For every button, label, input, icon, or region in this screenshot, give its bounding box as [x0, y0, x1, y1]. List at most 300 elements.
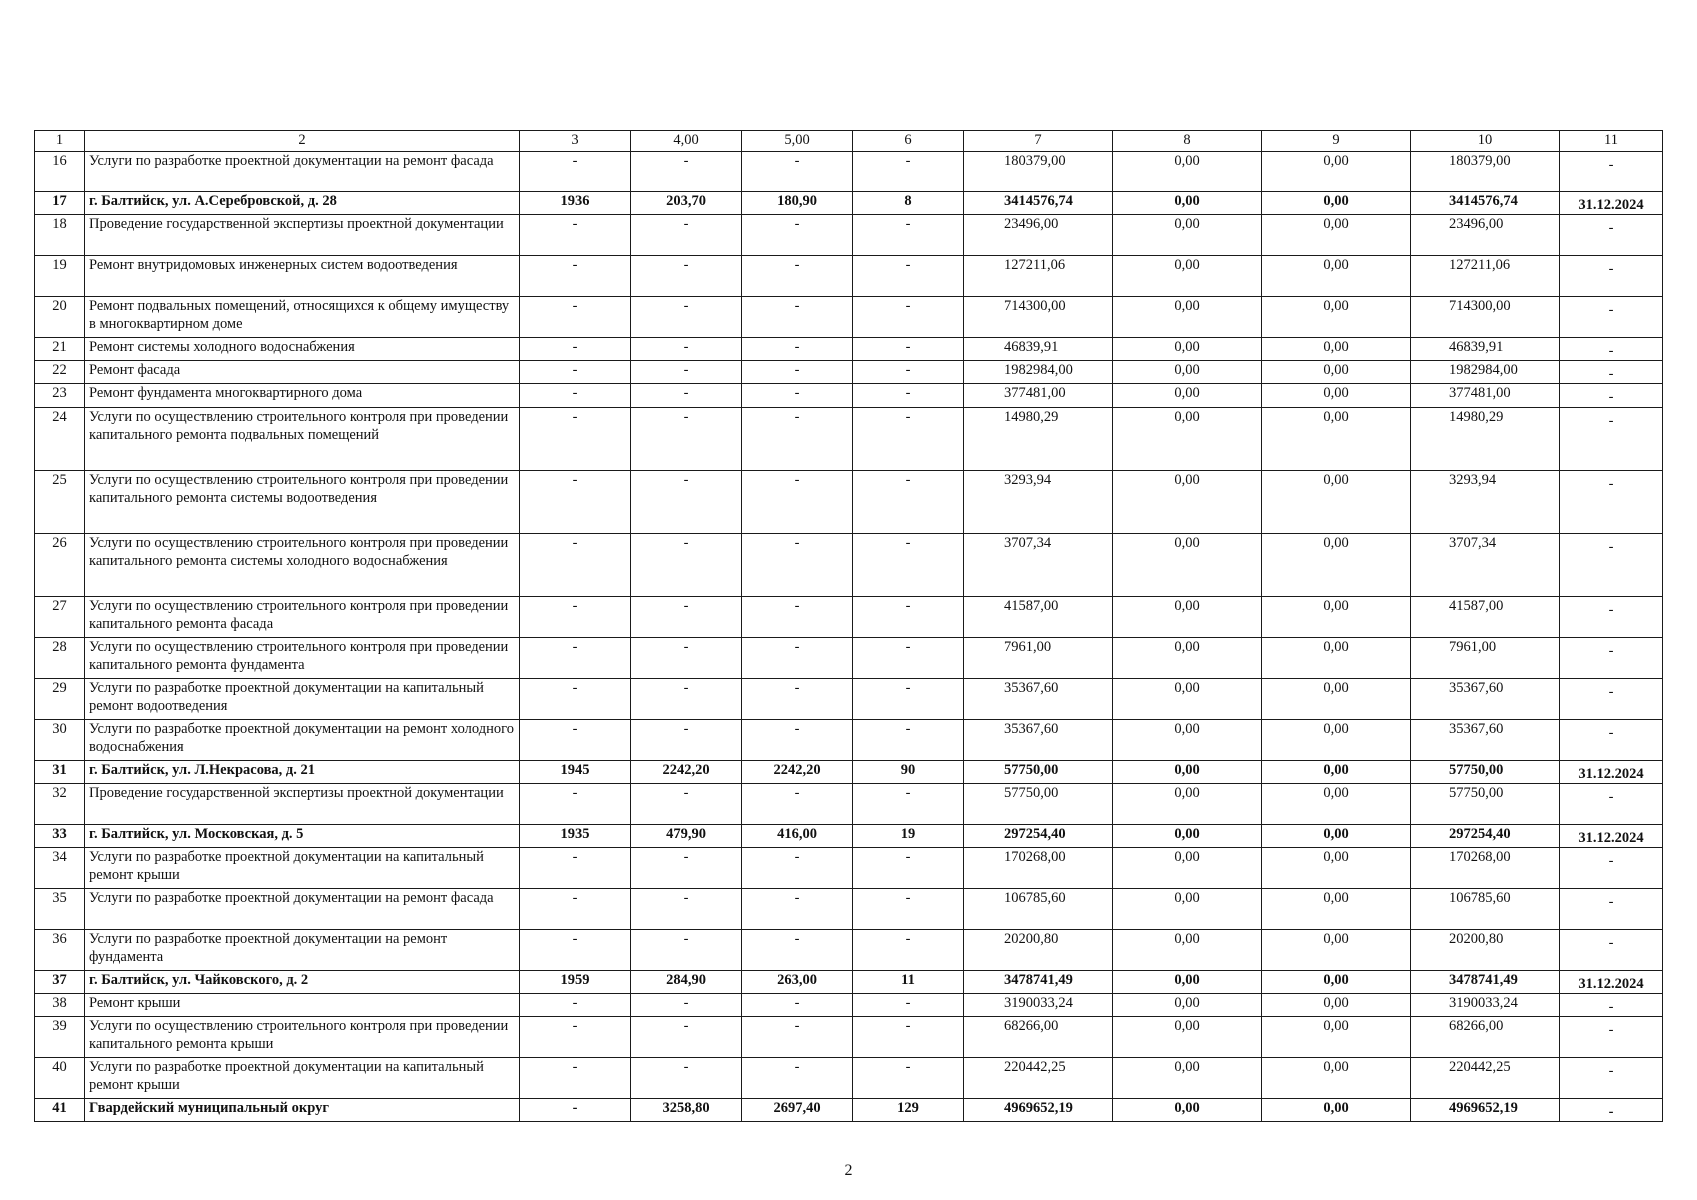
row-number-cell: 16: [35, 152, 85, 192]
area-living-cell: -: [742, 783, 853, 824]
year-cell: -: [520, 384, 631, 407]
area-total-cell: 284,90: [631, 970, 742, 993]
owners-funds-cell: 170268,00: [1411, 847, 1560, 888]
description-cell: г. Балтийск, ул. А.Серебровской, д. 28: [85, 192, 520, 215]
residents-cell: -: [853, 847, 964, 888]
deadline-text: -: [1608, 261, 1614, 278]
residents-cell: -: [853, 637, 964, 678]
area-living-cell: -: [742, 470, 853, 533]
cost-total-cell: 20200,80: [964, 929, 1113, 970]
deadline-cell: [1560, 152, 1663, 192]
owners-funds-cell: 3478741,49: [1411, 970, 1560, 993]
header-cell: 7: [964, 131, 1113, 152]
budget-cell: 0,00: [1262, 596, 1411, 637]
table-row: [35, 888, 1663, 929]
owners-funds-cell: 4969652,19: [1411, 1099, 1560, 1122]
budget-cell: 0,00: [1262, 152, 1411, 192]
budget-cell: 0,00: [1262, 215, 1411, 256]
budget-cell: 0,00: [1262, 533, 1411, 596]
row-number-cell: 20: [35, 297, 85, 338]
fund-cell: 0,00: [1113, 407, 1262, 470]
deadline-text: -: [1608, 893, 1614, 910]
deadline-cell: [1560, 407, 1663, 470]
cost-total-cell: 106785,60: [964, 888, 1113, 929]
area-living-cell: -: [742, 847, 853, 888]
area-living-cell: -: [742, 678, 853, 719]
table-row: [35, 1017, 1663, 1058]
description-cell: Услуги по разработке проектной документации на ремонт фасада: [85, 152, 520, 192]
budget-cell: 0,00: [1262, 256, 1411, 297]
table-row: [35, 407, 1663, 470]
area-total-cell: -: [631, 1058, 742, 1099]
deadline-text: -: [1608, 788, 1614, 805]
header-cell: 8: [1113, 131, 1262, 152]
residents-cell: 129: [853, 1099, 964, 1122]
table-row: [35, 719, 1663, 760]
table-row: [35, 215, 1663, 256]
table-row: [35, 256, 1663, 297]
table-row: [35, 533, 1663, 596]
fund-cell: 0,00: [1113, 533, 1262, 596]
owners-funds-cell: 1982984,00: [1411, 361, 1560, 384]
cost-total-cell: 170268,00: [964, 847, 1113, 888]
fund-cell: 0,00: [1113, 970, 1262, 993]
data-table: [34, 130, 1663, 1122]
budget-cell: 0,00: [1262, 824, 1411, 847]
deadline-cell: [1560, 1058, 1663, 1099]
table-row: [35, 152, 1663, 192]
year-cell: -: [520, 847, 631, 888]
deadline-cell: [1560, 297, 1663, 338]
cost-total-cell: 220442,25: [964, 1058, 1113, 1099]
year-cell: -: [520, 993, 631, 1016]
fund-cell: 0,00: [1113, 361, 1262, 384]
area-living-cell: -: [742, 993, 853, 1016]
deadline-text: -: [1608, 157, 1614, 173]
cost-total-cell: 3414576,74: [964, 192, 1113, 215]
area-total-cell: -: [631, 596, 742, 637]
table-row-address: [35, 824, 1663, 847]
cost-total-cell: 297254,40: [964, 824, 1113, 847]
deadline-cell: [1560, 192, 1663, 215]
cost-total-cell: 35367,60: [964, 678, 1113, 719]
row-number-cell: 29: [35, 678, 85, 719]
deadline-text: -: [1608, 642, 1614, 659]
header-cell: 10: [1411, 131, 1560, 152]
table-row-address: [35, 192, 1663, 215]
deadline-text: -: [1608, 366, 1614, 383]
residents-cell: -: [853, 596, 964, 637]
cost-total-cell: 35367,60: [964, 719, 1113, 760]
deadline-cell: [1560, 1017, 1663, 1058]
cost-total-cell: 3707,34: [964, 533, 1113, 596]
row-number-cell: 25: [35, 470, 85, 533]
residents-cell: -: [853, 215, 964, 256]
table-row: [35, 678, 1663, 719]
deadline-cell: [1560, 678, 1663, 719]
row-number-cell: 17: [35, 192, 85, 215]
owners-funds-cell: 46839,91: [1411, 338, 1560, 361]
year-cell: -: [520, 297, 631, 338]
residents-cell: -: [853, 888, 964, 929]
budget-cell: 0,00: [1262, 783, 1411, 824]
area-living-cell: -: [742, 533, 853, 596]
owners-funds-cell: 3293,94: [1411, 470, 1560, 533]
area-living-cell: -: [742, 929, 853, 970]
year-cell: -: [520, 215, 631, 256]
header-cell: 3: [520, 131, 631, 152]
description-cell: Ремонт фундамента многоквартирного дома: [85, 384, 520, 407]
area-total-cell: -: [631, 783, 742, 824]
fund-cell: 0,00: [1113, 470, 1262, 533]
year-cell: 1936: [520, 192, 631, 215]
year-cell: -: [520, 783, 631, 824]
budget-cell: 0,00: [1262, 637, 1411, 678]
year-cell: -: [520, 1058, 631, 1099]
row-number-cell: 39: [35, 1017, 85, 1058]
table-row: [35, 847, 1663, 888]
cost-total-cell: 3293,94: [964, 470, 1113, 533]
residents-cell: 90: [853, 760, 964, 783]
residents-cell: -: [853, 1017, 964, 1058]
fund-cell: 0,00: [1113, 297, 1262, 338]
header-cell: 4,00: [631, 131, 742, 152]
budget-cell: 0,00: [1262, 1058, 1411, 1099]
fund-cell: 0,00: [1113, 637, 1262, 678]
residents-cell: -: [853, 783, 964, 824]
year-cell: 1945: [520, 760, 631, 783]
year-cell: -: [520, 407, 631, 470]
fund-cell: 0,00: [1113, 1058, 1262, 1099]
cost-total-cell: 46839,91: [964, 338, 1113, 361]
deadline-text: -: [1608, 724, 1614, 741]
description-cell: г. Балтийск, ул. Чайковского, д. 2: [85, 970, 520, 993]
row-number-cell: 35: [35, 888, 85, 929]
deadline-cell: [1560, 533, 1663, 596]
table-row: [35, 384, 1663, 407]
area-living-cell: 263,00: [742, 970, 853, 993]
deadline-cell: [1560, 970, 1663, 993]
deadline-text: -: [1608, 1022, 1614, 1038]
cost-total-cell: 23496,00: [964, 215, 1113, 256]
residents-cell: -: [853, 297, 964, 338]
residents-cell: 19: [853, 824, 964, 847]
budget-cell: 0,00: [1262, 384, 1411, 407]
row-number-cell: 36: [35, 929, 85, 970]
table-row: [35, 338, 1663, 361]
area-total-cell: -: [631, 993, 742, 1016]
year-cell: -: [520, 256, 631, 297]
area-living-cell: -: [742, 637, 853, 678]
description-cell: г. Балтийск, ул. Московская, д. 5: [85, 824, 520, 847]
year-cell: -: [520, 719, 631, 760]
cost-total-cell: 7961,00: [964, 637, 1113, 678]
cost-total-cell: 1982984,00: [964, 361, 1113, 384]
year-cell: -: [520, 361, 631, 384]
year-cell: -: [520, 637, 631, 678]
deadline-cell: [1560, 470, 1663, 533]
table-row: [35, 596, 1663, 637]
area-living-cell: -: [742, 256, 853, 297]
deadline-cell: [1560, 719, 1663, 760]
area-total-cell: -: [631, 533, 742, 596]
row-number-cell: 37: [35, 970, 85, 993]
description-cell: Услуги по разработке проектной документации на ремонт холодного водоснабжения: [85, 719, 520, 760]
area-total-cell: -: [631, 847, 742, 888]
residents-cell: -: [853, 338, 964, 361]
residents-cell: -: [853, 470, 964, 533]
residents-cell: -: [853, 1058, 964, 1099]
area-total-cell: -: [631, 678, 742, 719]
deadline-cell: [1560, 256, 1663, 297]
deadline-cell: [1560, 847, 1663, 888]
description-cell: Проведение государственной экспертизы проектной документации: [85, 215, 520, 256]
header-cell: 11: [1560, 131, 1663, 152]
owners-funds-cell: 180379,00: [1411, 152, 1560, 192]
owners-funds-cell: 35367,60: [1411, 678, 1560, 719]
deadline-cell: [1560, 824, 1663, 847]
residents-cell: -: [853, 256, 964, 297]
area-total-cell: -: [631, 637, 742, 678]
area-living-cell: 180,90: [742, 192, 853, 215]
cost-total-cell: 3478741,49: [964, 970, 1113, 993]
deadline-text: -: [1608, 1104, 1614, 1120]
description-cell: Услуги по осуществлению строительного контроля при проведении капитального ремонта системы холодного водоснабжения: [85, 533, 520, 596]
area-living-cell: -: [742, 152, 853, 192]
area-living-cell: -: [742, 384, 853, 407]
owners-funds-cell: 377481,00: [1411, 384, 1560, 407]
budget-cell: 0,00: [1262, 993, 1411, 1016]
fund-cell: 0,00: [1113, 596, 1262, 637]
residents-cell: -: [853, 533, 964, 596]
deadline-text: -: [1608, 934, 1614, 951]
fund-cell: 0,00: [1113, 847, 1262, 888]
header-cell: 9: [1262, 131, 1411, 152]
fund-cell: 0,00: [1113, 783, 1262, 824]
deadline-cell: [1560, 384, 1663, 407]
description-cell: Ремонт подвальных помещений, относящихся к общему имуществу в многоквартирном доме: [85, 297, 520, 338]
row-number-cell: 40: [35, 1058, 85, 1099]
year-cell: 1935: [520, 824, 631, 847]
deadline-text: -: [1608, 538, 1614, 555]
residents-cell: -: [853, 678, 964, 719]
deadline-text: -: [1608, 302, 1614, 319]
description-cell: Проведение государственной экспертизы проектной документации: [85, 783, 520, 824]
header-cell: 6: [853, 131, 964, 152]
cost-total-cell: 377481,00: [964, 384, 1113, 407]
row-number-cell: 38: [35, 993, 85, 1016]
area-living-cell: -: [742, 596, 853, 637]
budget-cell: 0,00: [1262, 719, 1411, 760]
description-cell: Услуги по разработке проектной документации на ремонт фундамента: [85, 929, 520, 970]
budget-cell: 0,00: [1262, 847, 1411, 888]
fund-cell: 0,00: [1113, 338, 1262, 361]
deadline-text: 31.12.2024: [1578, 197, 1644, 213]
row-number-cell: 19: [35, 256, 85, 297]
budget-cell: 0,00: [1262, 192, 1411, 215]
cost-total-cell: 180379,00: [964, 152, 1113, 192]
row-number-cell: 41: [35, 1099, 85, 1122]
owners-funds-cell: 68266,00: [1411, 1017, 1560, 1058]
deadline-cell: [1560, 215, 1663, 256]
area-total-cell: 203,70: [631, 192, 742, 215]
row-number-cell: 33: [35, 824, 85, 847]
deadline-text: 31.12.2024: [1578, 975, 1644, 992]
year-cell: -: [520, 470, 631, 533]
fund-cell: 0,00: [1113, 384, 1262, 407]
cost-total-cell: 41587,00: [964, 596, 1113, 637]
fund-cell: 0,00: [1113, 215, 1262, 256]
owners-funds-cell: 220442,25: [1411, 1058, 1560, 1099]
deadline-text: -: [1608, 343, 1614, 360]
year-cell: -: [520, 929, 631, 970]
area-total-cell: -: [631, 384, 742, 407]
cost-total-cell: 68266,00: [964, 1017, 1113, 1058]
fund-cell: 0,00: [1113, 760, 1262, 783]
residents-cell: -: [853, 361, 964, 384]
residents-cell: -: [853, 993, 964, 1016]
deadline-text: -: [1608, 1063, 1614, 1079]
table-row: [35, 361, 1663, 384]
year-cell: -: [520, 152, 631, 192]
header-cell: 1: [35, 131, 85, 152]
column-number-row: [35, 131, 1663, 152]
area-total-cell: 3258,80: [631, 1099, 742, 1122]
cost-total-cell: 3190033,24: [964, 993, 1113, 1016]
area-living-cell: -: [742, 1017, 853, 1058]
owners-funds-cell: 3190033,24: [1411, 993, 1560, 1016]
fund-cell: 0,00: [1113, 678, 1262, 719]
deadline-cell: [1560, 760, 1663, 783]
deadline-cell: [1560, 783, 1663, 824]
deadline-text: -: [1608, 412, 1614, 429]
owners-funds-cell: 20200,80: [1411, 929, 1560, 970]
owners-funds-cell: 714300,00: [1411, 297, 1560, 338]
description-cell: Услуги по осуществлению строительного контроля при проведении капитального ремонта фасада: [85, 596, 520, 637]
description-cell: Услуги по осуществлению строительного контроля при проведении капитального ремонта фундамента: [85, 637, 520, 678]
residents-cell: 11: [853, 970, 964, 993]
area-living-cell: 2697,40: [742, 1099, 853, 1122]
budget-cell: 0,00: [1262, 470, 1411, 533]
fund-cell: 0,00: [1113, 888, 1262, 929]
budget-cell: 0,00: [1262, 338, 1411, 361]
deadline-text: -: [1608, 475, 1614, 492]
description-cell: Услуги по осуществлению строительного контроля при проведении капитального ремонта системы водоотведения: [85, 470, 520, 533]
cost-total-cell: 127211,06: [964, 256, 1113, 297]
table-row: [35, 783, 1663, 824]
area-total-cell: -: [631, 297, 742, 338]
deadline-text: 31.12.2024: [1578, 765, 1644, 782]
table-row: [35, 1058, 1663, 1099]
cost-total-cell: 4969652,19: [964, 1099, 1113, 1122]
deadline-text: -: [1608, 998, 1614, 1015]
area-total-cell: -: [631, 719, 742, 760]
area-living-cell: -: [742, 361, 853, 384]
budget-cell: 0,00: [1262, 888, 1411, 929]
fund-cell: 0,00: [1113, 824, 1262, 847]
area-total-cell: -: [631, 215, 742, 256]
row-number-cell: 28: [35, 637, 85, 678]
fund-cell: 0,00: [1113, 993, 1262, 1016]
area-living-cell: -: [742, 297, 853, 338]
fund-cell: 0,00: [1113, 1099, 1262, 1122]
description-cell: Услуги по разработке проектной документации на капитальный ремонт водоотведения: [85, 678, 520, 719]
year-cell: 1959: [520, 970, 631, 993]
description-cell: Услуги по разработке проектной документации на капитальный ремонт крыши: [85, 1058, 520, 1099]
deadline-text: 31.12.2024: [1578, 829, 1644, 846]
residents-cell: -: [853, 152, 964, 192]
row-number-cell: 24: [35, 407, 85, 470]
year-cell: -: [520, 596, 631, 637]
residents-cell: -: [853, 719, 964, 760]
owners-funds-cell: 127211,06: [1411, 256, 1560, 297]
description-cell: Ремонт внутридомовых инженерных систем водоотведения: [85, 256, 520, 297]
budget-cell: 0,00: [1262, 678, 1411, 719]
owners-funds-cell: 14980,29: [1411, 407, 1560, 470]
owners-funds-cell: 7961,00: [1411, 637, 1560, 678]
year-cell: -: [520, 888, 631, 929]
deadline-cell: [1560, 1099, 1663, 1122]
year-cell: -: [520, 678, 631, 719]
fund-cell: 0,00: [1113, 192, 1262, 215]
description-cell: Услуги по осуществлению строительного контроля при проведении капитального ремонта подвальных помещений: [85, 407, 520, 470]
deadline-cell: [1560, 361, 1663, 384]
area-living-cell: -: [742, 719, 853, 760]
deadline-cell: [1560, 993, 1663, 1016]
owners-funds-cell: 41587,00: [1411, 596, 1560, 637]
description-cell: Услуги по осуществлению строительного контроля при проведении капитального ремонта крыши: [85, 1017, 520, 1058]
fund-cell: 0,00: [1113, 256, 1262, 297]
row-number-cell: 30: [35, 719, 85, 760]
owners-funds-cell: 57750,00: [1411, 783, 1560, 824]
year-cell: -: [520, 1099, 631, 1122]
row-number-cell: 32: [35, 783, 85, 824]
description-cell: Услуги по разработке проектной документации на ремонт фасада: [85, 888, 520, 929]
budget-cell: 0,00: [1262, 970, 1411, 993]
area-total-cell: -: [631, 152, 742, 192]
description-cell: Ремонт крыши: [85, 993, 520, 1016]
deadline-cell: [1560, 637, 1663, 678]
row-number-cell: 18: [35, 215, 85, 256]
area-living-cell: -: [742, 338, 853, 361]
area-living-cell: -: [742, 888, 853, 929]
year-cell: -: [520, 533, 631, 596]
residents-cell: -: [853, 407, 964, 470]
budget-cell: 0,00: [1262, 760, 1411, 783]
row-number-cell: 31: [35, 760, 85, 783]
area-total-cell: -: [631, 361, 742, 384]
budget-cell: 0,00: [1262, 1099, 1411, 1122]
row-number-cell: 34: [35, 847, 85, 888]
area-total-cell: -: [631, 407, 742, 470]
table-row-address: [35, 1099, 1663, 1122]
area-total-cell: -: [631, 1017, 742, 1058]
deadline-cell: [1560, 888, 1663, 929]
table-row: [35, 470, 1663, 533]
deadline-cell: [1560, 929, 1663, 970]
budget-cell: 0,00: [1262, 361, 1411, 384]
cost-total-cell: 57750,00: [964, 760, 1113, 783]
deadline-cell: [1560, 338, 1663, 361]
budget-cell: 0,00: [1262, 1017, 1411, 1058]
row-number-cell: 21: [35, 338, 85, 361]
deadline-text: -: [1608, 389, 1614, 406]
table-row: [35, 297, 1663, 338]
header-cell: 5,00: [742, 131, 853, 152]
page-number: 2: [844, 1162, 853, 1179]
owners-funds-cell: 297254,40: [1411, 824, 1560, 847]
description-cell: Ремонт системы холодного водоснабжения: [85, 338, 520, 361]
